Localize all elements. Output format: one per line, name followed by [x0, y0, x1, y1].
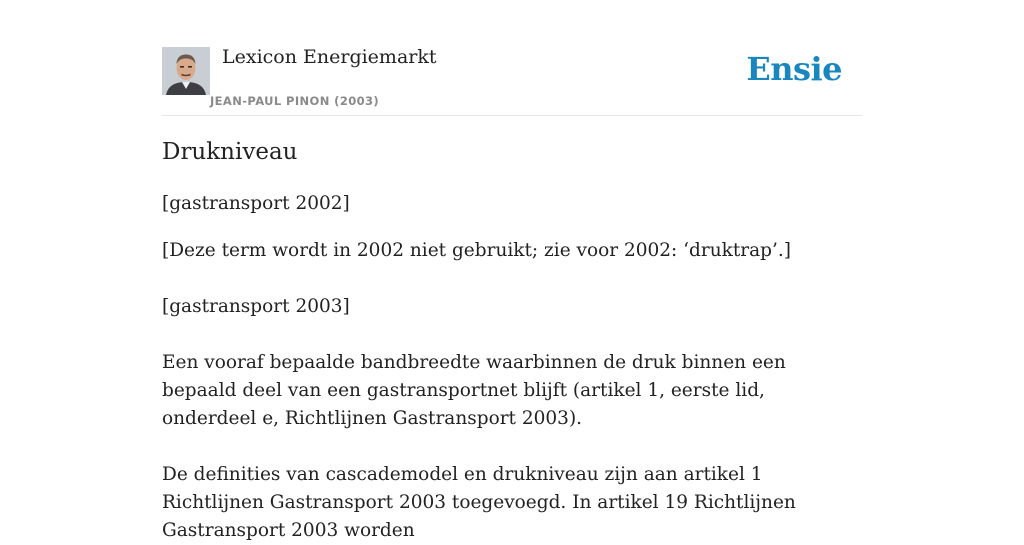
- page: [162, 0, 862, 541]
- lexicon-title[interactable]: Lexicon Energiemarkt: [222, 46, 437, 68]
- paragraph-definition: Een vooraf bepaalde bandbreedte waarbinnen de druk binnen een bepaald deel van een gastransportnet blijft (artikel 1, eerste lid, onderdeel e, Richtlijnen Gastransport 2003).: [162, 352, 786, 429]
- entry-title: Drukniveau: [162, 139, 298, 165]
- avatar[interactable]: [162, 47, 210, 95]
- paragraph-source-2002: [gastransport 2002]: [162, 193, 350, 214]
- header: [162, 0, 862, 116]
- entry-content: [162, 190, 862, 545]
- paragraph-note-2002: [Deze term wordt in 2002 niet gebruikt; zie voor 2002: ‘druktrap’.]: [162, 240, 791, 261]
- author-portrait-icon: [162, 47, 210, 95]
- brand-logo[interactable]: Ensie: [746, 50, 842, 88]
- author-name[interactable]: JEAN-PAUL PINON (2003): [210, 94, 380, 108]
- paragraph-source-2003: [gastransport 2003]: [162, 296, 350, 317]
- paragraph-explanation: De definities van cascademodel en drukniveau zijn aan artikel 1 Richtlijnen Gastransport 2003 toegevoegd. In artikel 19 Richtlijnen Gastransport 2003 worden: [162, 464, 796, 541]
